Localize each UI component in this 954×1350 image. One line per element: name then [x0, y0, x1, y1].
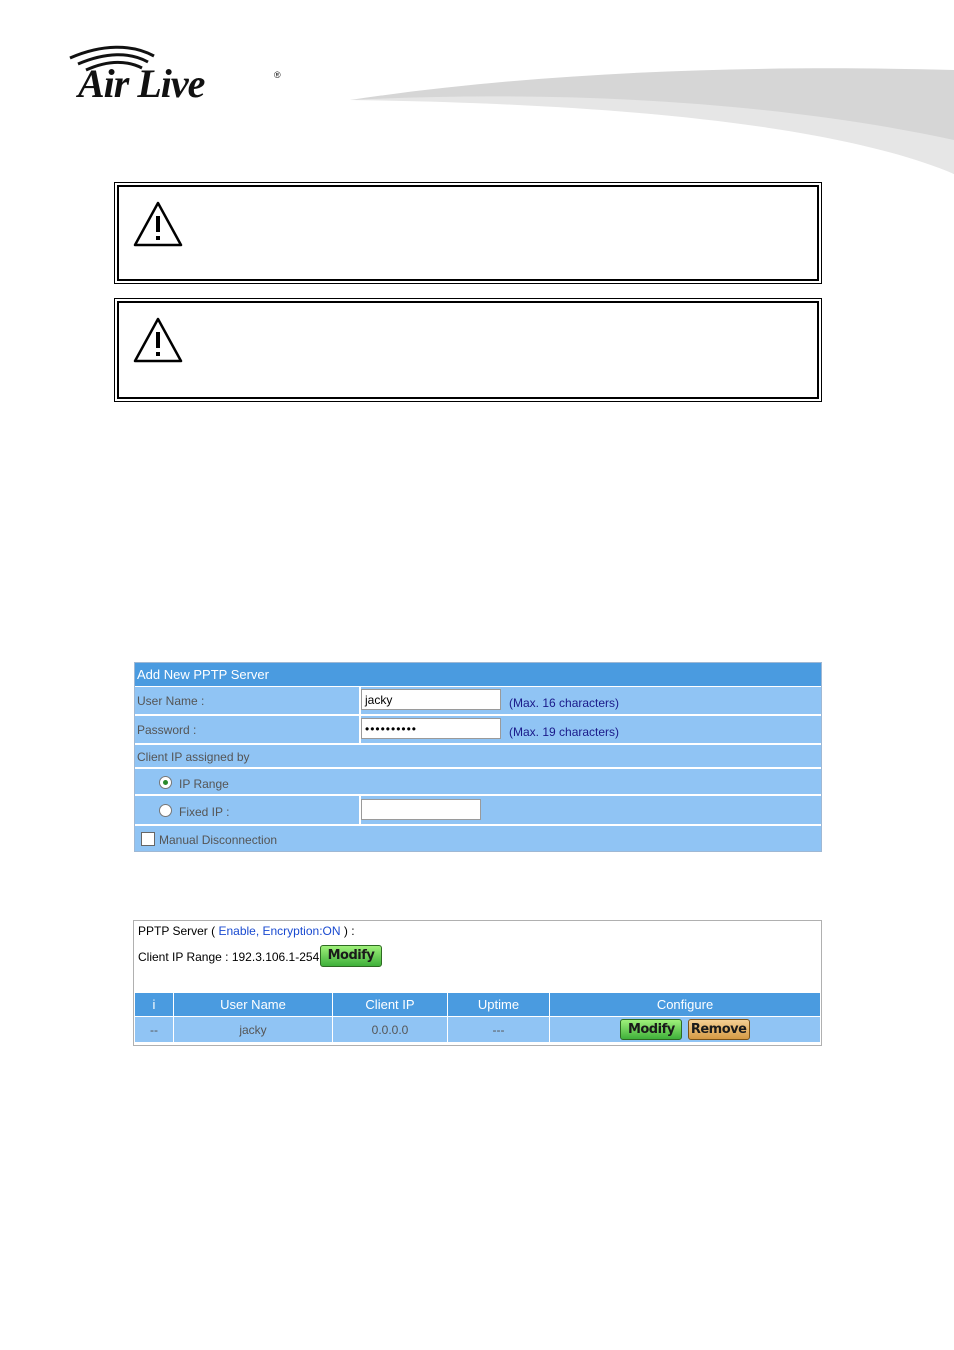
username-row — [135, 687, 821, 716]
fixed-ip-radio[interactable] — [159, 804, 172, 817]
username-input[interactable]: jacky — [361, 689, 501, 710]
warning-triangle-icon — [132, 200, 184, 248]
cell-uptime: --- — [448, 1017, 550, 1043]
password-row — [135, 716, 821, 745]
col-header-username: User Name — [174, 993, 333, 1017]
cell-username: jacky — [174, 1017, 333, 1043]
cell-client-ip: 0.0.0.0 — [333, 1017, 448, 1043]
warning-box — [114, 182, 822, 284]
status-suffix: ) : — [340, 924, 355, 938]
client-ip-range-line: Client IP Range : 192.3.106.1-254 — [138, 950, 320, 964]
password-label: Password : — [137, 723, 197, 737]
panel-title: Add New PPTP Server — [135, 663, 821, 687]
warning-triangle-icon — [132, 316, 184, 364]
pptp-server-list-panel — [133, 920, 822, 1046]
registered-mark: ® — [274, 70, 281, 80]
row-modify-button[interactable]: Modify — [620, 1019, 682, 1040]
manual-disconnect-label: Manual Disconnection — [159, 833, 278, 847]
password-hint: (Max. 19 characters) — [509, 725, 620, 739]
status-prefix: PPTP Server ( — [138, 924, 219, 938]
manual-disconnect-checkbox[interactable] — [141, 832, 155, 846]
cell-configure — [550, 1017, 821, 1043]
fixed-ip-input[interactable] — [361, 799, 481, 820]
col-header-i: i — [135, 993, 174, 1017]
col-header-client-ip: Client IP — [333, 993, 448, 1017]
table-header-row — [135, 993, 820, 1017]
fixed-ip-label: Fixed IP : — [179, 805, 230, 819]
server-status-line — [138, 924, 355, 938]
row-remove-button[interactable]: Remove — [688, 1019, 750, 1040]
status-value: Enable, Encryption:ON — [218, 924, 341, 938]
user-table — [135, 993, 820, 1042]
warning-box — [114, 298, 822, 402]
col-header-configure: Configure — [550, 993, 821, 1017]
table-row — [135, 1017, 820, 1043]
col-header-uptime: Uptime — [448, 993, 550, 1017]
fixed-ip-row — [135, 796, 821, 826]
client-ip-row — [135, 745, 821, 769]
username-label: User Name : — [137, 694, 205, 708]
username-hint: (Max. 16 characters) — [509, 696, 620, 710]
range-modify-button[interactable]: Modify — [320, 945, 382, 967]
add-pptp-server-panel — [134, 662, 822, 852]
password-input[interactable]: •••••••••• — [361, 718, 501, 739]
ip-range-radio[interactable] — [159, 776, 172, 789]
ip-range-label: IP Range — [179, 777, 229, 791]
header-swoosh — [350, 60, 954, 180]
ip-range-row — [135, 769, 821, 796]
brand-wordmark: Air Live — [78, 61, 205, 106]
cell-i: -- — [135, 1017, 174, 1043]
manual-disconnect-row — [135, 826, 821, 851]
client-ip-label: Client IP assigned by — [137, 750, 250, 764]
